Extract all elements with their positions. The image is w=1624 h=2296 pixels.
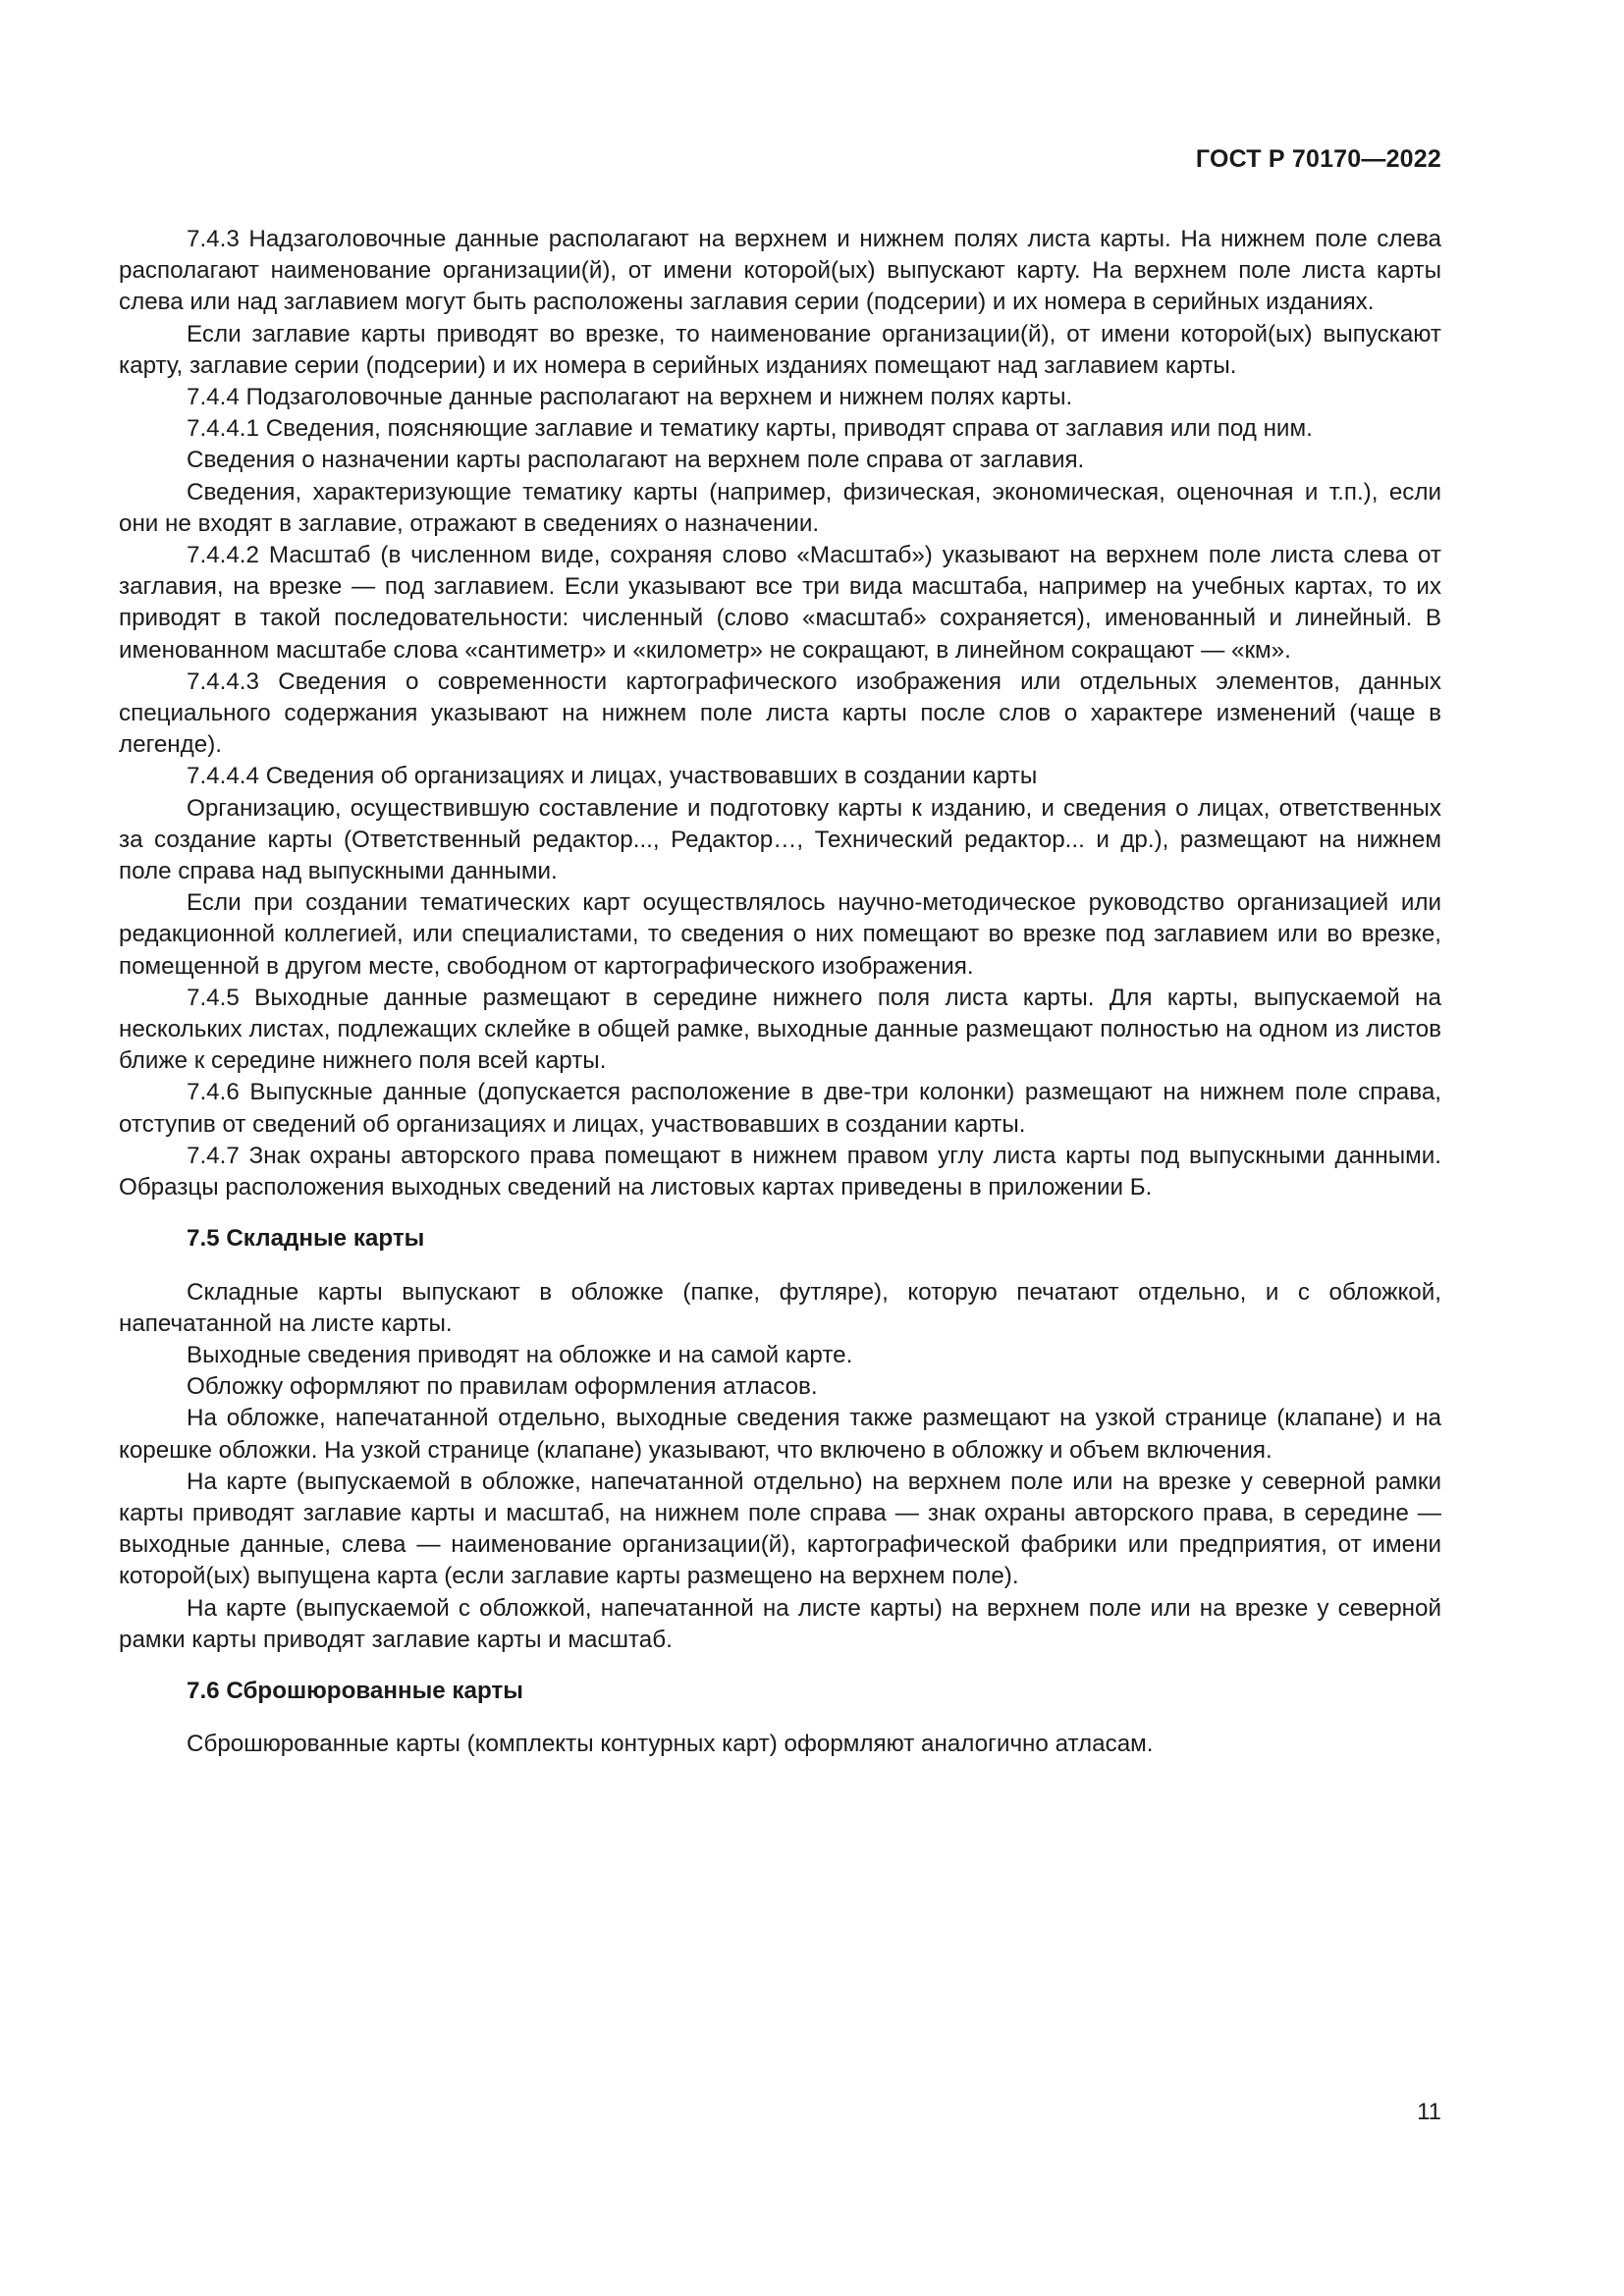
section-heading-bound-maps: 7.6 Сброшюрованные карты	[187, 1677, 523, 1704]
paragraph: Сброшюрованные карты (комплекты контурных карт) оформляют аналогично атласам.	[187, 1731, 1154, 1758]
paragraph: 7.4.3 Надзаголовочные данные располагают на верхнем и нижнем полях листа карты. На нижнем поле слева располагают наименование организации(й), от имени которой(ых) выпускают карту. На верхнем поле листа карты слева или над заглавием могут быть расположены заглавия серии (подсерии) и их номера в серийных изданиях.	[119, 226, 1441, 316]
paragraph: На карте (выпускаемой с обложкой, напечатанной на листе карты) на верхнем поле или на врезке у северной рамки карты приводят заглавие карты и масштаб.	[119, 1594, 1441, 1653]
paragraph: 7.4.4.2 Масштаб (в численном виде, сохраняя слово «Масштаб») указывают на верхнем поле листа слева от заглавия, на врезке — под заглавием. Если указывают все три вида масштаба, например на учебных картах, то их приводят в такой последовательности: численный (слово «масштаб» сохраняется), именованный и линейный. В именованном масштабе слова «сантиметр» и «километр» не сокращают, в линейном сокращают — «км».	[119, 542, 1441, 664]
page-number: 11	[1417, 2099, 1441, 2125]
paragraph: На обложке, напечатанной отдельно, выходные сведения также размещают на узкой странице (клапане) и на корешке обложки. На узкой странице (клапане) указывают, что включено в обложку и объем включения.	[119, 1405, 1441, 1464]
paragraph: Складные карты выпускают в обложке (папке, футляре), которую печатают отдельно, и с обложкой, напечатанной на листе карты.	[119, 1278, 1441, 1337]
paragraph: Если заглавие карты приводят во врезке, то наименование организации(й), от имени которой(ых) выпускают карту, заглавие серии (подсерии) и их номера в серийных изданиях помещают над заглавием карты.	[119, 320, 1441, 379]
paragraph: Если при создании тематических карт осуществлялось научно-методическое руководство организацией или редакционной коллегией, или специалистами, то сведения о них помещают во врезке под заглавием или во врезке, помещенной в другом месте, свободном от картографического изображения.	[119, 889, 1441, 980]
paragraph: Организацию, осуществившую составление и подготовку карты к изданию, и сведения о лицах, ответственных за создание карты (Ответственный редактор..., Редактор…, Технический редактор... и др.), размещают на нижнем поле справа над выпускными данными.	[119, 794, 1441, 885]
paragraph: Обложку оформляют по правилам оформления атласов.	[187, 1373, 818, 1401]
paragraph: Выходные сведения приводят на обложке и на самой карте.	[187, 1341, 853, 1368]
paragraph: 7.4.4 Подзаголовочные данные располагают на верхнем и нижнем полях карты.	[187, 384, 1073, 411]
paragraph: На карте (выпускаемой в обложке, напечатанной отдельно) на верхнем поле или на врезке у северной рамки карты приводят заглавие карты и масштаб, на нижнем поле справа — знак охраны авторского права, в середине — выходные данные, слева — наименование организации(й), картографической фабрики или предприятия, от имени которой(ых) выпущена карта (если заглавие карты размещено на верхнем поле).	[119, 1468, 1441, 1590]
paragraph: 7.4.7 Знак охраны авторского права помещают в нижнем правом углу листа карты под выпускными данными. Образцы расположения выходных сведений на листовых картах приведены в приложении Б.	[119, 1142, 1441, 1201]
paragraph: 7.4.5 Выходные данные размещают в середине нижнего поля листа карты. Для карты, выпускаемой на нескольких листах, подлежащих склейке в общей рамке, выходные данные размещают полностью на одном из листов ближе к середине нижнего поля всей карты.	[119, 984, 1441, 1075]
document-body	[119, 224, 1441, 1760]
document-id-header: ГОСТ Р 70170—2022	[1195, 145, 1441, 173]
paragraph: Сведения, характеризующие тематику карты (например, физическая, экономическая, оценочная и т.п.), если они не входят в заглавие, отражают в сведениях о назначении.	[119, 478, 1441, 537]
paragraph: 7.4.6 Выпускные данные (допускается расположение в две-три колонки) размещают на нижнем поле справа, отступив от сведений об организациях и лицах, участвовавших в создании карты.	[119, 1079, 1441, 1138]
paragraph: 7.4.4.3 Сведения о современности картографического изображения или отдельных элементов, данных специального содержания указывают на нижнем поле листа карты после слов о характере изменений (чаще в легенде).	[119, 667, 1441, 759]
section-heading-folded-maps: 7.5 Складные карты	[187, 1225, 425, 1253]
paragraph: 7.4.4.4 Сведения об организациях и лицах, участвовавших в создании карты	[187, 763, 1038, 790]
paragraph: 7.4.4.1 Сведения, поясняющие заглавие и тематику карты, приводят справа от заглавия или под ним.	[187, 415, 1313, 443]
paragraph: Сведения о назначении карты располагают на верхнем поле справа от заглавия.	[187, 447, 1085, 474]
